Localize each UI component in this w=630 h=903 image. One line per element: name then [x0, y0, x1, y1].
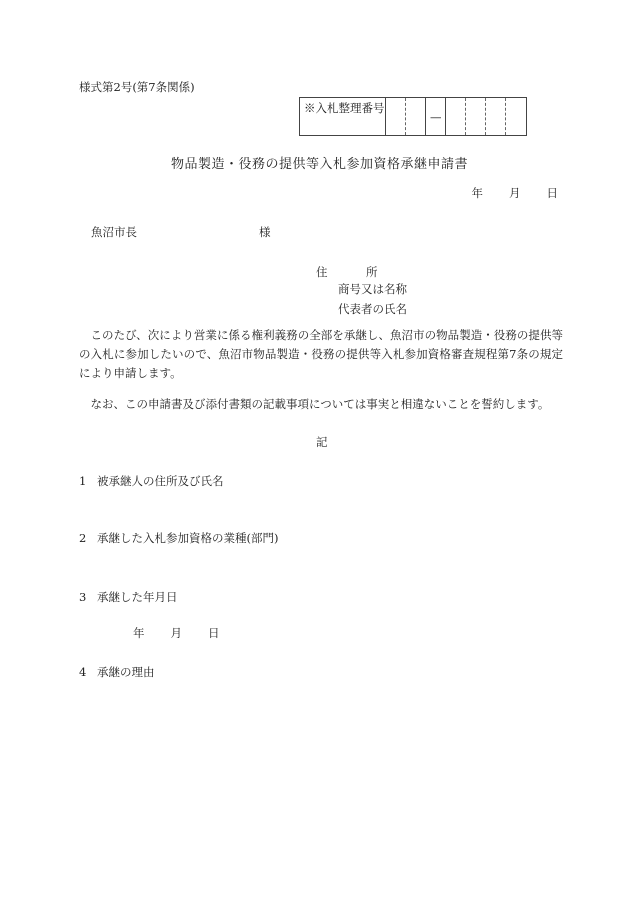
item-text: 承継の理由: [97, 665, 155, 679]
list-item: [79, 475, 224, 489]
succession-date: [133, 627, 220, 641]
registration-number-label: ※入札整理番号: [300, 98, 386, 135]
registration-digit-cell[interactable]: [446, 98, 466, 135]
address-label-part1: 住: [316, 265, 328, 279]
addressee-honorific: 様: [259, 225, 271, 239]
ki-heading: 記: [316, 435, 328, 449]
document-title: 物品製造・役務の提供等入札参加資格承継申請書: [171, 157, 469, 172]
registration-number-box: [299, 97, 527, 136]
item-text: 承継した年月日: [97, 590, 178, 604]
registration-dash: —: [430, 110, 442, 124]
company-name-label: 商号又は名称: [338, 282, 407, 296]
date-year-label: 年: [471, 186, 483, 200]
item-number: 1: [79, 474, 87, 488]
item-text: 承継した入札参加資格の業種(部門): [97, 531, 279, 545]
registration-digit-cell[interactable]: [406, 98, 426, 135]
succession-year-label: 年: [133, 626, 145, 640]
registration-digit-cell[interactable]: [486, 98, 506, 135]
application-date: [472, 187, 559, 201]
item-number: 2: [79, 531, 87, 545]
item-number: 4: [79, 665, 87, 679]
date-month-label: 月: [509, 186, 521, 200]
list-item: [79, 591, 178, 605]
body-paragraph-2: なお、この申請書及び添付書類の記載事項については事実と相違ないことを誓約します。: [90, 397, 550, 411]
list-item: [79, 666, 155, 680]
registration-digit-cell[interactable]: [386, 98, 406, 135]
addressee-name: 魚沼市長: [91, 225, 137, 239]
form-number: 様式第2号(第7条関係): [79, 80, 195, 94]
item-text: 被承継人の住所及び氏名: [97, 474, 224, 488]
list-item: [79, 532, 278, 546]
address-label-part2: 所: [366, 265, 378, 279]
registration-digit-cell[interactable]: [506, 98, 526, 135]
representative-name-label: 代表者の氏名: [338, 302, 407, 316]
registration-digit-cell[interactable]: [466, 98, 486, 135]
item-number: 3: [79, 590, 87, 604]
succession-day-label: 日: [208, 626, 220, 640]
succession-month-label: 月: [170, 626, 182, 640]
date-day-label: 日: [546, 186, 558, 200]
body-paragraph-1: このたび、次により営業に係る権利義務の全部を承継し、魚沼市の物品製造・役務の提供等の入札に参加したいので、魚沼市物品製造・役務の提供等入札参加資格審査規程第7条の規定により申請します。: [79, 328, 563, 380]
